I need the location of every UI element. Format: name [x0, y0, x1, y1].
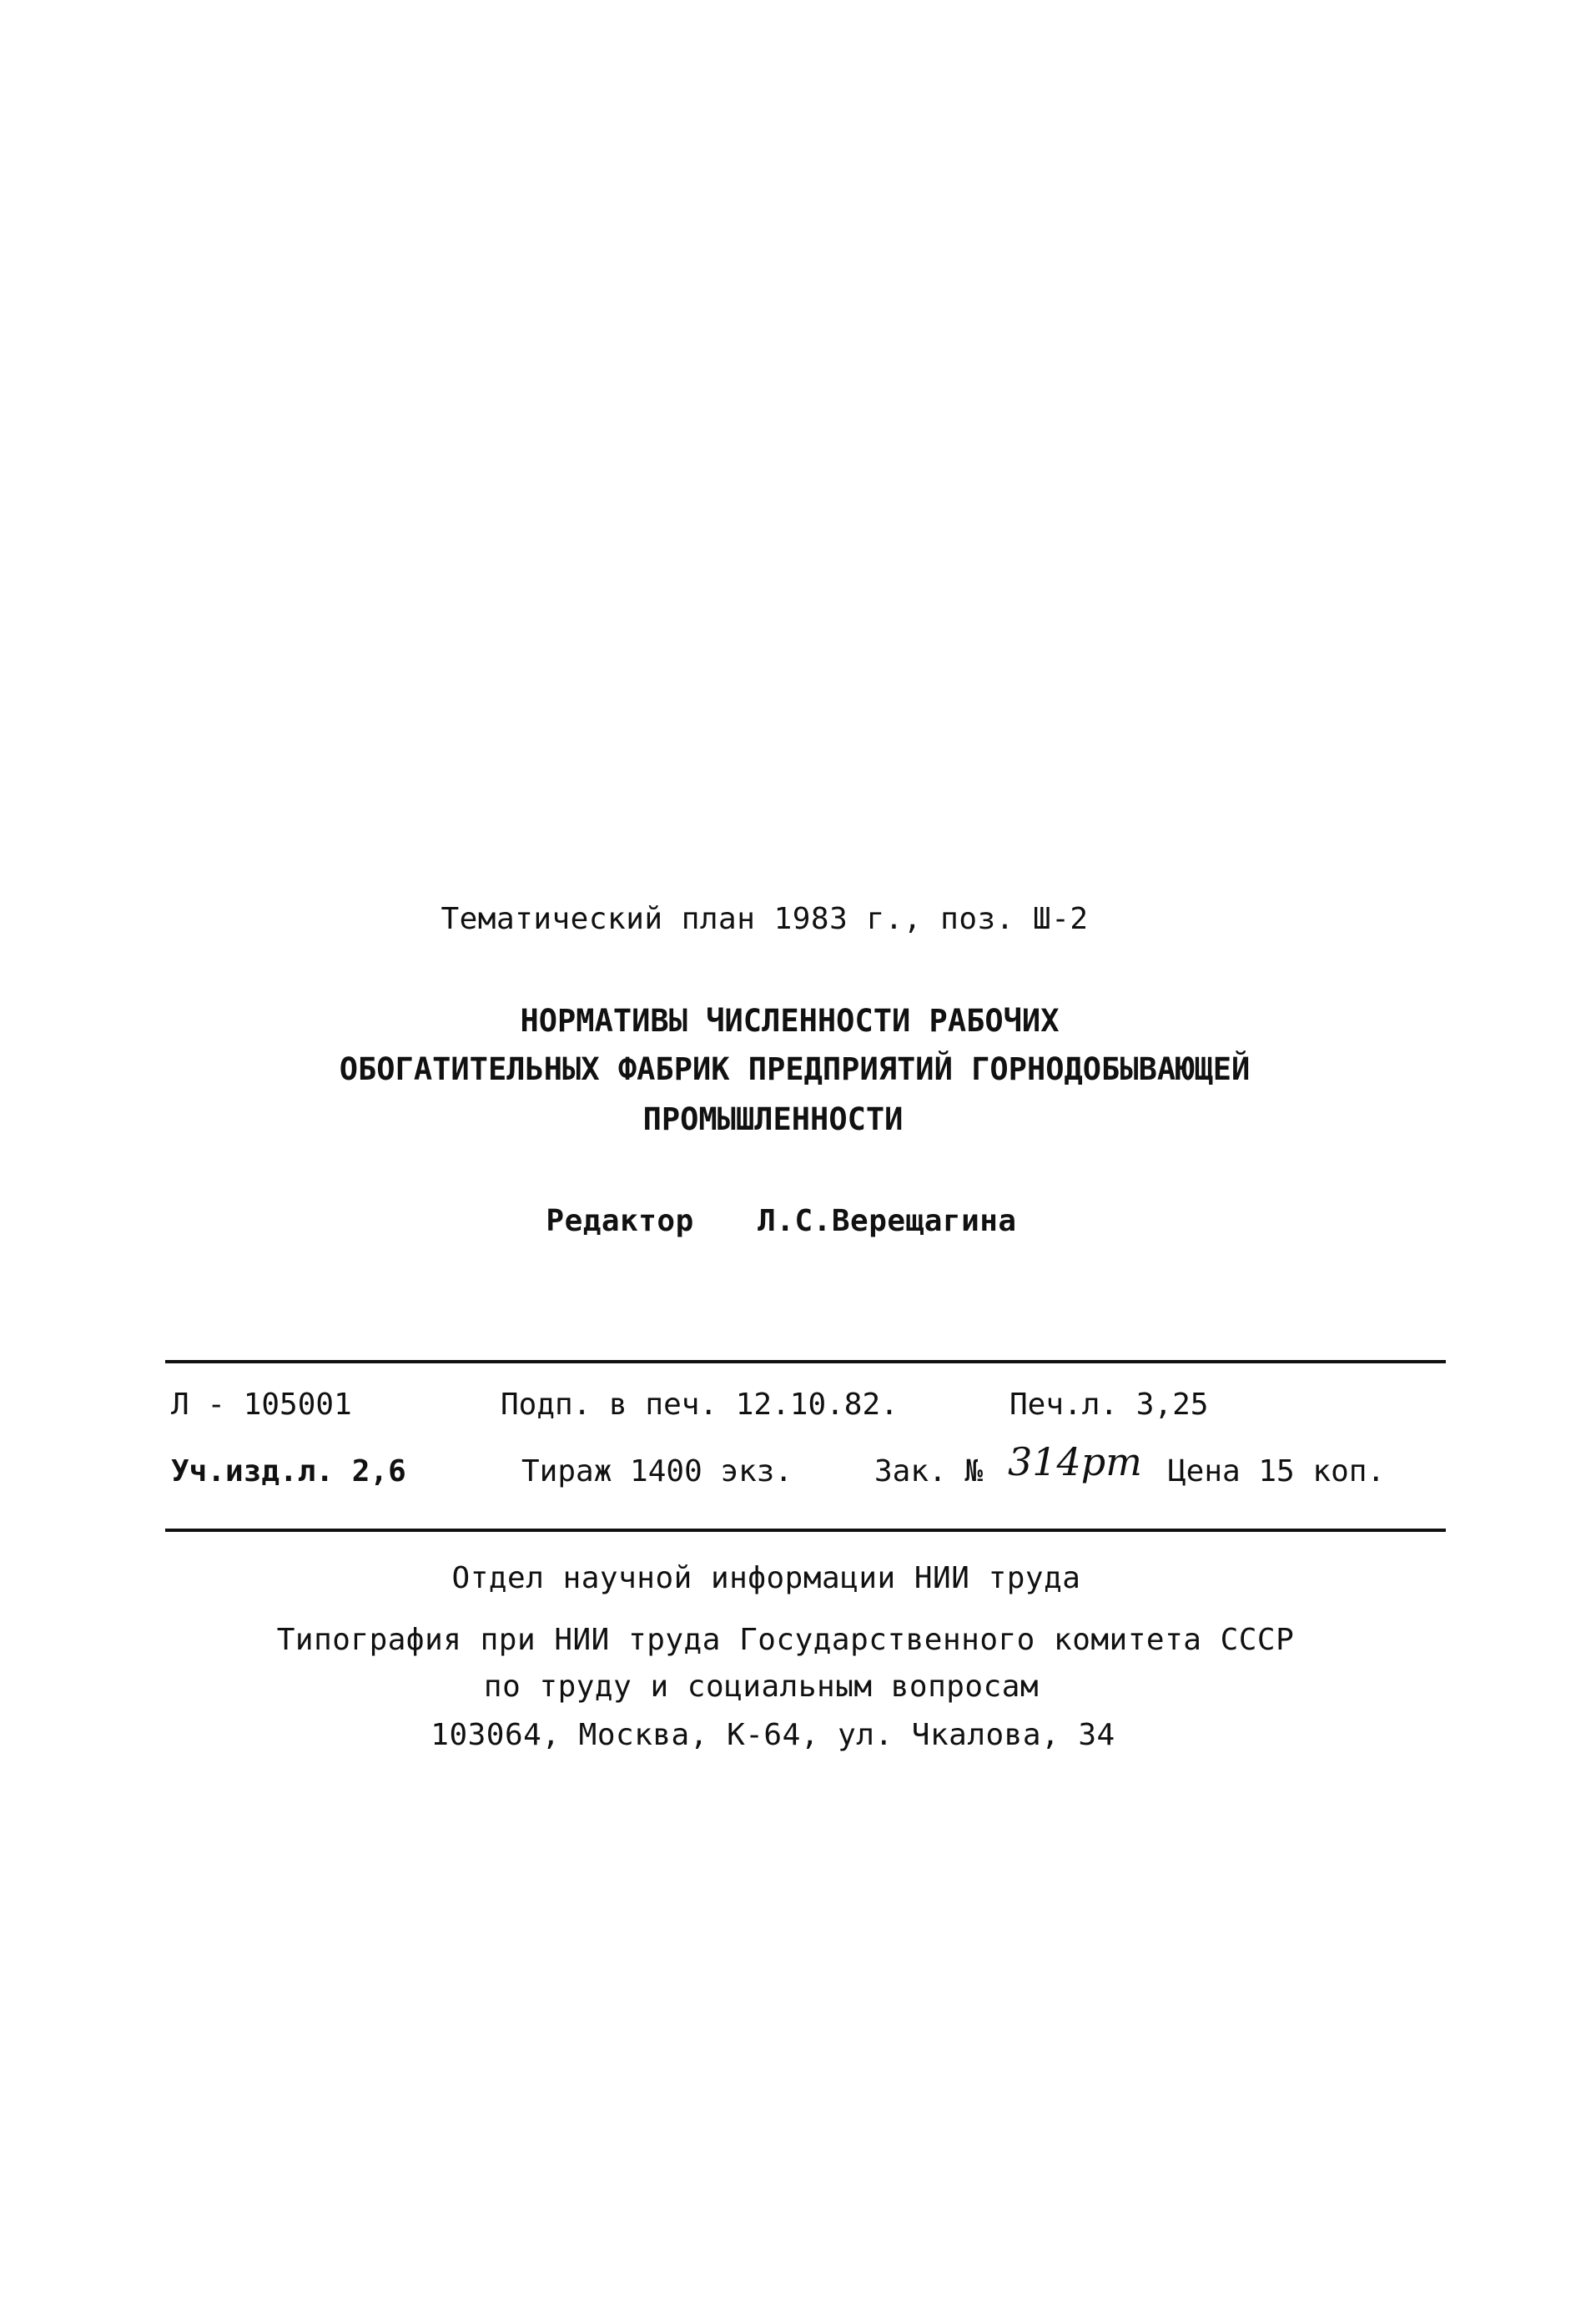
top-rule: [165, 1360, 1446, 1363]
title-line-2: ОБОГАТИТЕЛЬНЫХ ФАБРИК ПРЕДПРИЯТИЙ ГОРНОДОБЫВАЮЩЕЙ: [339, 1051, 1251, 1087]
order-number-handwritten: 314рт: [1008, 1439, 1142, 1484]
signed-to-print: Подп. в печ. 12.10.82.: [501, 1388, 899, 1422]
printed-sheets: Печ.л. 3,25: [1009, 1388, 1209, 1422]
printer-line-2: по труду и социальным вопросам: [483, 1670, 1040, 1704]
license-number: Л - 105001: [171, 1388, 352, 1422]
publisher-sheets: Уч.изд.л. 2,6: [171, 1454, 406, 1488]
editor-line: [0, 1203, 1579, 1240]
printer-line-1: Типография при НИИ труда Государственного комитета СССР: [276, 1623, 1295, 1657]
department-line: Отдел научной информации НИИ труда: [451, 1561, 1081, 1595]
address-line: 103064, Москва, К-64, ул. Чкалова, 34: [430, 1718, 1115, 1752]
bottom-rule: [165, 1529, 1446, 1532]
thematic-plan-line: Тематический план 1983 г., поз. Ш-2: [441, 902, 1089, 936]
editor-label: Редактор: [546, 1204, 694, 1238]
title-line-3: ПРОМЫШЛЕННОСТИ: [642, 1101, 904, 1137]
print-run: Тираж 1400 экз.: [521, 1454, 793, 1488]
title-line-1: НОРМАТИВЫ ЧИСЛЕННОСТИ РАБОЧИХ: [520, 1003, 1060, 1039]
order-label: Зак. №: [874, 1454, 984, 1488]
editor-name: Л.С.Верещагина: [758, 1204, 1017, 1238]
price: Цена 15 коп.: [1168, 1454, 1386, 1488]
